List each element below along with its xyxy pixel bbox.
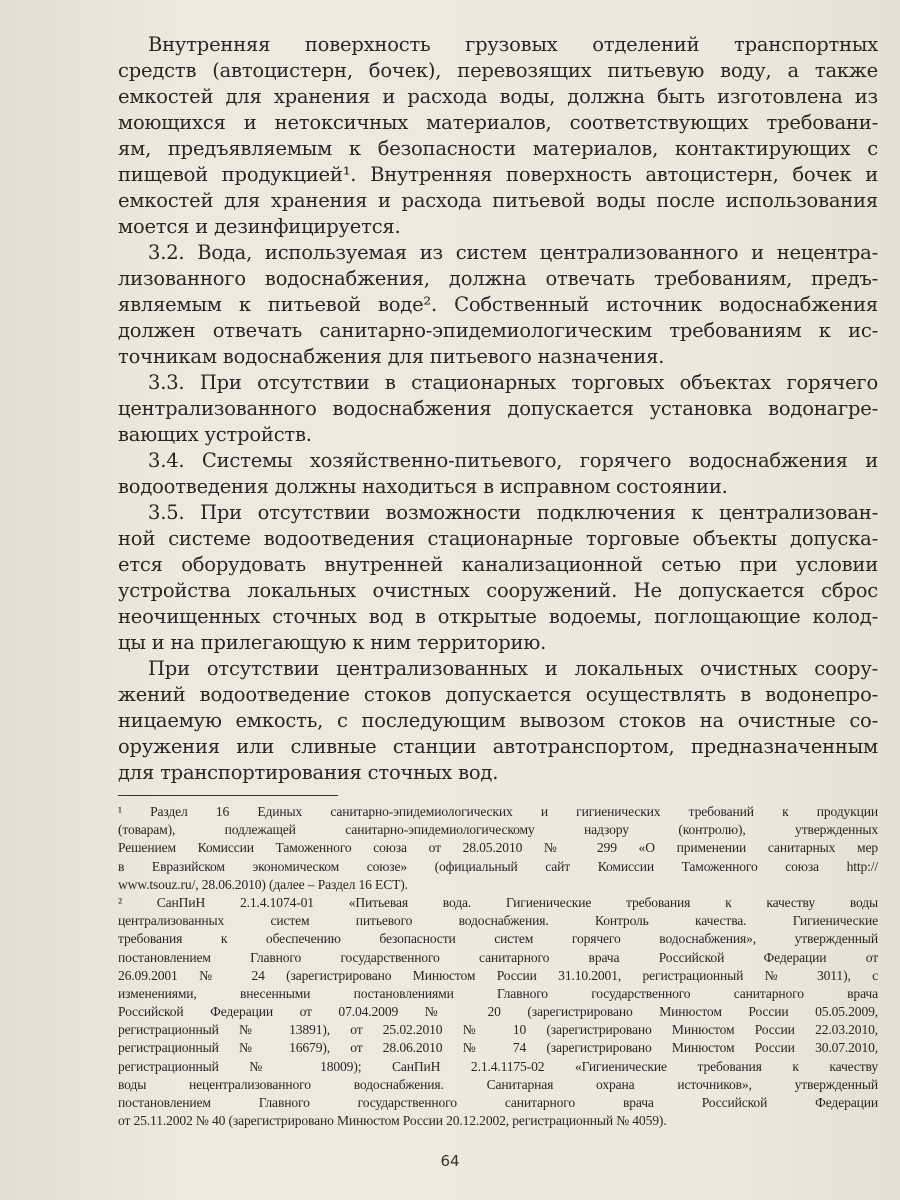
footnotes (118, 803, 878, 1130)
footnote-separator (118, 795, 338, 796)
text-line: 3.4. Системы хозяйственно-питьевого, горячего водоснабжения и (148, 449, 878, 472)
text-line: для транспортирования сточных вод. (118, 761, 499, 784)
paragraph (118, 448, 878, 500)
paragraph (118, 500, 878, 656)
text-line: централизованного водоснабжения допускается установка водонагре- (118, 397, 878, 420)
footnote-line: Российской Федерации от 07.04.2009 № 20 (зарегистрировано Минюстом России 05.05.2009, (118, 1004, 878, 1020)
text-line: Внутренняя поверхность грузовых отделений транспортных (148, 33, 878, 56)
footnote-line: регистрационный № 13891), от 25.02.2010 № 10 (зарегистрировано Минюстом России 22.03.2010, (118, 1022, 878, 1038)
text-line: жений водоотведение стоков допускается осуществлять в водонепро- (118, 683, 878, 706)
footnote-line: от 25.11.2002 № 40 (зарегистрировано Минюстом России 20.12.2002, регистрационный № 4059). (118, 1113, 667, 1129)
text-line: оружения или сливные станции автотранспортом, предназначенным (118, 735, 878, 758)
footnote-line: требования к обеспечению безопасности систем горячего водоснабжения», утвержденный (118, 931, 878, 947)
text-line: водоотведения должны находиться в исправном состоянии. (118, 475, 728, 498)
text-line: ницаемую емкость, с последующим вывозом стоков на очистные со- (118, 709, 878, 732)
footnote (118, 803, 878, 894)
text-line: При отсутствии централизованных и локальных очистных соору- (148, 657, 878, 680)
footnote-line: ² СанПиН 2.1.4.1074-01 «Питьевая вода. Гигиенические требования к качеству воды (118, 894, 878, 910)
footnote-line: изменениями, внесенными постановлениями Главного государственного санитарного врача (118, 985, 878, 1001)
text-line: лизованного водоснабжения, должна отвечать требованиям, предъ- (118, 267, 878, 290)
text-line: цы и на прилегающую к ним территорию. (118, 631, 547, 654)
text-line: ной системе водоотведения стационарные торговые объекты допуска- (118, 527, 878, 550)
footnote-line: www.tsouz.ru/, 28.06.2010) (далее – Раздел 16 ЕСТ). (118, 876, 408, 892)
text-line: 3.3. При отсутствии в стационарных торговых объектах горячего (148, 371, 878, 394)
paragraph (118, 32, 878, 240)
text-line: средств (автоцистерн, бочек), перевозящих питьевую воду, а также (118, 59, 878, 82)
footnote-line: (товарам), подлежащей санитарно-эпидемиологическому надзору (контролю), утвержденных (118, 822, 878, 838)
footnote (118, 894, 878, 1130)
text-line: 3.2. Вода, используемая из систем централизованного и нецентра- (148, 241, 878, 264)
body-text (118, 32, 878, 786)
text-line: 3.5. При отсутствии возможности подключения к централизован- (148, 501, 878, 524)
footnote-line: централизованных систем питьевого водоснабжения. Контроль качества. Гигиенические (118, 913, 878, 929)
paragraph (118, 656, 878, 786)
paragraph (118, 240, 878, 370)
footnote-line: в Евразийском экономическом союзе» (официальный сайт Комиссии Таможенного союза http:// (118, 858, 878, 874)
text-line: емкостей для хранения и расхода воды, должна быть изготовлена из (118, 85, 878, 108)
footnote-line: ¹ Раздел 16 Единых санитарно-эпидемиологических и гигиенических требований к продукции (118, 804, 878, 819)
text-line: вающих устройств. (118, 423, 312, 446)
text-line: емкостей для хранения и расхода питьевой воды после использования (118, 189, 878, 212)
text-line: ется оборудовать внутренней канализационной сетью при условии (118, 553, 878, 576)
text-line: пищевой продукцией¹. Внутренняя поверхность автоцистерн, бочек и (118, 163, 878, 186)
text-line: должен отвечать санитарно-эпидемиологическим требованиям к ис- (118, 319, 878, 342)
text-line: являемым к питьевой воде². Собственный источник водоснабжения (118, 293, 878, 316)
text-line: точникам водоснабжения для питьевого назначения. (118, 345, 665, 368)
footnote-line: 26.09.2001 № 24 (зарегистрировано Минюстом России 31.10.2001, регистрационный № 3011), с (118, 967, 878, 983)
footnote-line: постановлением Главного государственного санитарного врача Российской Федерации от (118, 949, 878, 965)
text-line: моющихся и нетоксичных материалов, соответствующих требовани- (118, 111, 878, 134)
footnote-line: постановлением Главного государственного санитарного врача Российской Федерации (118, 1095, 878, 1110)
footnote-line: регистрационный № 18009); СанПиН 2.1.4.1175-02 «Гигиенические требования к качеству (118, 1058, 878, 1074)
text-line: устройства локальных очистных сооружений. Не допускается сброс (118, 579, 878, 602)
footnote-line: воды нецентрализованного водоснабжения. Санитарная охрана источников», утвержденный (118, 1076, 878, 1092)
text-line: ям, предъявляемым к безопасности материалов, контактирующих с (118, 137, 878, 160)
footnote-line: регистрационный № 16679), от 28.06.2010 № 74 (зарегистрировано Минюстом России 30.07.2010, (118, 1040, 878, 1056)
page-number: 64 (440, 1152, 460, 1170)
text-line: моется и дезинфицируется. (118, 215, 401, 238)
text-line: неочищенных сточных вод в открытые водоемы, поглощающие колод- (118, 605, 878, 628)
footnote-line: Решением Комиссии Таможенного союза от 28.05.2010 № 299 «О применении санитарных мер (118, 840, 878, 856)
paragraph (118, 370, 878, 448)
